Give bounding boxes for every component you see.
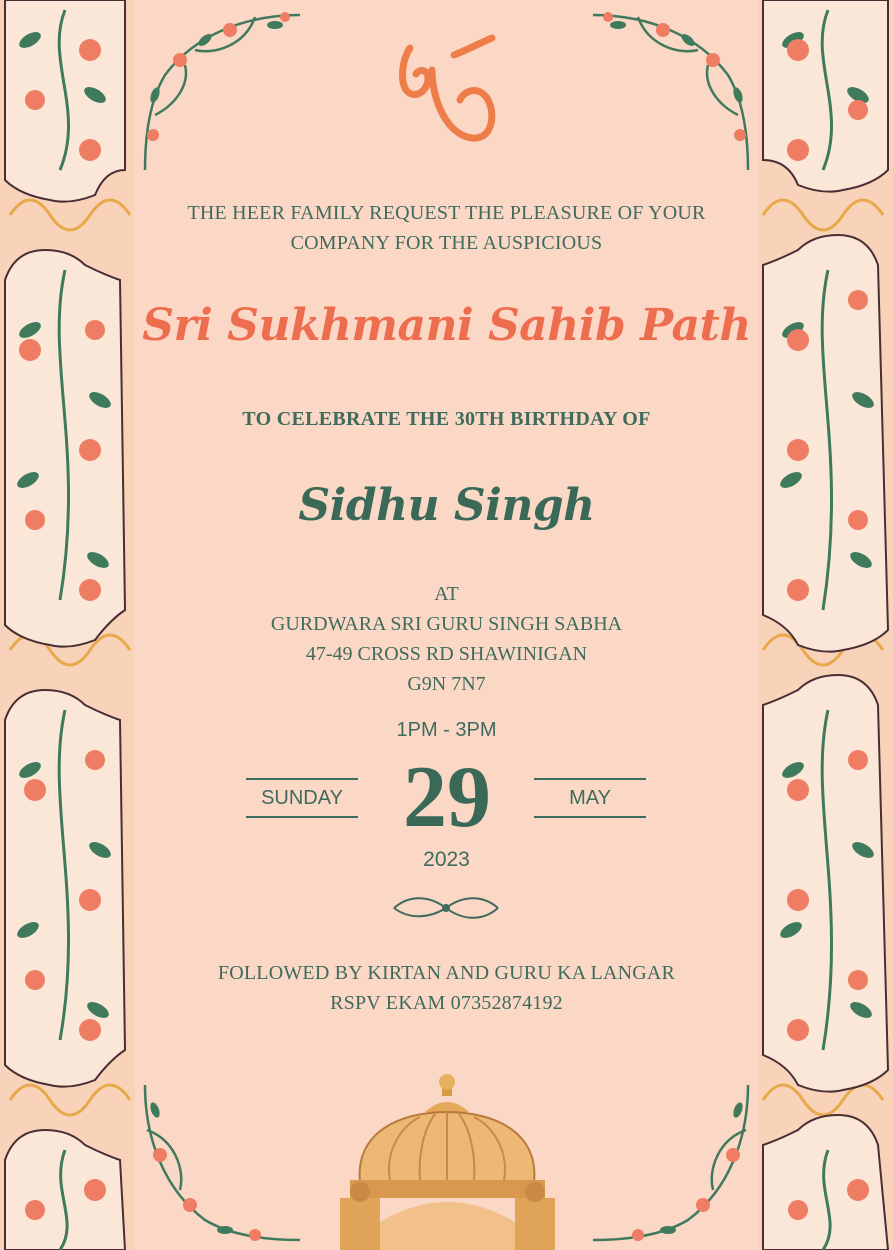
event-time: 1PM - 3PM	[396, 719, 497, 741]
floral-corner-top-left-icon	[135, 5, 305, 175]
intro-text: THE HEER FAMILY REQUEST THE PLEASURE OF YOUR COMPANY FOR THE AUSPICIOUS	[187, 202, 706, 254]
floral-corner-bottom-left-icon	[135, 1080, 305, 1250]
rsvp-text: RSPV EKAM 07352874192	[330, 992, 563, 1014]
closing-block	[140, 958, 753, 1018]
event-year: 2023	[423, 848, 470, 871]
floral-border-right-icon	[758, 0, 893, 1250]
event-day: SUNDAY	[246, 778, 358, 818]
honoree-name: Sidhu Singh	[298, 480, 595, 531]
gurdwara-dome-icon	[330, 1072, 565, 1250]
ik-onkar-icon	[392, 30, 502, 150]
event-month: MAY	[534, 778, 646, 818]
event-title: Sri Sukhmani Sahib Path	[142, 300, 751, 351]
venue-block	[140, 579, 753, 699]
floral-border-left-icon	[0, 0, 135, 1250]
flourish-divider-icon	[390, 890, 502, 926]
followed-by-text: FOLLOWED BY KIRTAN AND GURU KA LANGAR	[217, 962, 676, 984]
floral-corner-top-right-icon	[588, 5, 758, 175]
venue-address: 47-49 CROSS RD SHAWINIGAN	[305, 643, 588, 665]
venue-at: AT	[434, 583, 459, 605]
celebrate-text: TO CELEBRATE THE 30TH BIRTHDAY OF	[242, 408, 651, 430]
floral-corner-bottom-right-icon	[588, 1080, 758, 1250]
event-date: 29	[403, 749, 491, 846]
venue-name: GURDWARA SRI GURU SINGH SABHA	[270, 613, 623, 635]
venue-postcode: G9N 7N7	[407, 673, 486, 695]
